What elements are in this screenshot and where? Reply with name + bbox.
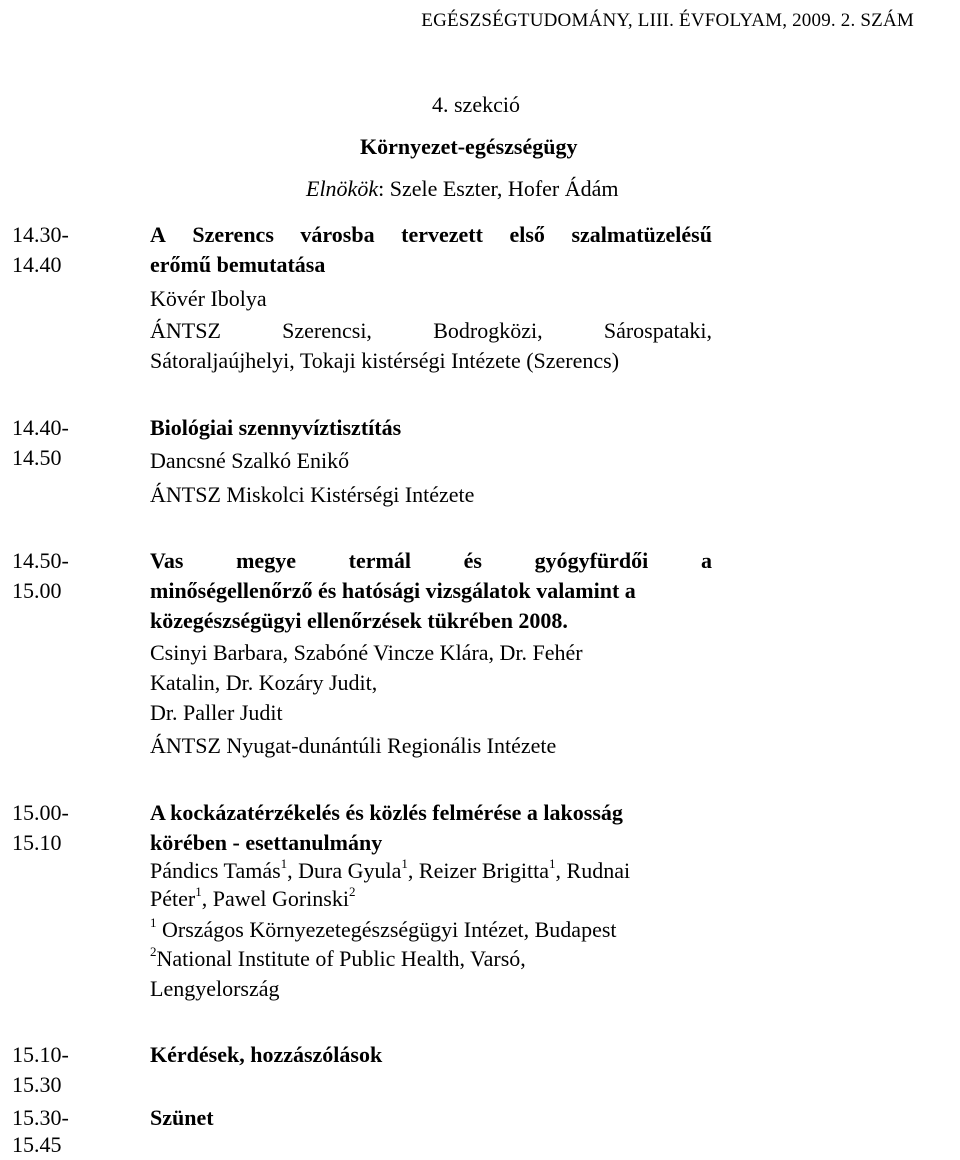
author-name: , Rudnai: [555, 858, 631, 883]
talk-2-title: Biológiai szennyvíztisztítás: [150, 415, 402, 440]
word: termál: [348, 548, 411, 573]
talk-4-authors-line-2: [150, 884, 355, 914]
talk-4-title-line-2: körében - esettanulmány: [150, 830, 383, 855]
talk-3-authors-line-3: Dr. Paller Judit: [150, 700, 283, 725]
talk-2-affiliation: ÁNTSZ Miskolci Kistérségi Intézete: [150, 482, 475, 507]
chairs-names: : Szele Eszter, Hofer Ádám: [378, 176, 619, 201]
affiliation-text: Országos Környezetegészségügyi Intézet, Budapest: [162, 917, 617, 942]
talk-4-time-start: 15.00-: [12, 800, 69, 825]
section-chairs: [306, 174, 619, 204]
talk-1-title-line-1: [150, 220, 712, 250]
talk-3-affiliation: ÁNTSZ Nyugat-dunántúli Regionális Intézete: [150, 733, 557, 758]
section-label: 4. szekció: [432, 92, 520, 117]
word: A: [150, 222, 166, 247]
author-affiliation-marker: 1: [195, 883, 202, 899]
word: Vas: [150, 548, 184, 573]
talk-4-title-line-1: A kockázatérzékelés és közlés felmérése a lakosság: [150, 800, 623, 825]
qa-time-end: 15.30: [12, 1072, 62, 1097]
word: és: [463, 548, 482, 573]
author-name: , Dura Gyula: [287, 858, 402, 883]
affiliation-text: National Institute of Public Health, Varsó,: [156, 946, 526, 971]
talk-3-authors-line-1: Csinyi Barbara, Szabóné Vincze Klára, Dr. Fehér: [150, 640, 583, 665]
qa-time-start: 15.10-: [12, 1042, 69, 1067]
talk-1-author: Kövér Ibolya: [150, 286, 267, 311]
word: megye: [236, 548, 296, 573]
author-name: Péter: [150, 886, 196, 911]
talk-1-affiliation-line-2: Sátoraljaújhelyi, Tokaji kistérségi Intézete (Szerencs): [150, 348, 620, 373]
affiliation-marker: 2: [150, 943, 157, 959]
talk-2-time-start: 14.40-: [12, 415, 69, 440]
word: Szerencs: [192, 222, 274, 247]
word: első: [509, 222, 545, 247]
word: Sárospataki,: [603, 318, 712, 343]
talk-2-time-end: 14.50: [12, 445, 62, 470]
break-time-end: 15.45: [12, 1132, 62, 1157]
section-title: Környezet-egészségügy: [360, 134, 578, 159]
talk-4-affiliation-2: [150, 944, 526, 974]
break-time-start: 15.30-: [12, 1105, 69, 1130]
author-affiliation-marker: 1: [280, 855, 288, 871]
break-title: Szünet: [150, 1105, 214, 1130]
author-name: , Pawel Gorinski: [201, 886, 349, 911]
talk-2-author: Dancsné Szalkó Enikő: [150, 448, 350, 473]
author-name: , Reizer Brigitta: [407, 858, 550, 883]
talk-4-affiliation-1: [150, 915, 617, 945]
talk-3-title-line-1: [150, 546, 712, 576]
talk-1-time-start: 14.30-: [12, 222, 69, 247]
talk-3-authors-line-2: Katalin, Dr. Kozáry Judit,: [150, 670, 378, 695]
qa-title: Kérdések, hozzászólások: [150, 1042, 383, 1067]
talk-3-title-line-3: közegészségügyi ellenőrzések tükrében 2008.: [150, 608, 568, 633]
talk-3-time-end: 15.00: [12, 578, 62, 603]
talk-4-authors-line-1: [150, 856, 630, 886]
author-affiliation-marker: 1: [401, 855, 408, 871]
author-name: Pándics Tamás: [150, 858, 281, 883]
word: Bodrogközi,: [433, 318, 543, 343]
talk-4-time-end: 15.10: [12, 830, 62, 855]
word: városba: [300, 222, 375, 247]
author-affiliation-marker: 1: [549, 855, 556, 871]
journal-header: EGÉSZSÉGTUDOMÁNY, LIII. ÉVFOLYAM, 2009. 2. SZÁM: [421, 10, 914, 31]
word: ÁNTSZ: [150, 318, 221, 343]
word: tervezett: [401, 222, 483, 247]
talk-1-affiliation-line-1: [150, 316, 712, 346]
word: gyógyfürdői: [534, 548, 649, 573]
author-affiliation-marker: 2: [348, 883, 356, 899]
word: Szerencsi,: [282, 318, 372, 343]
talk-4-affiliation-2-line-2: Lengyelország: [150, 976, 280, 1001]
affiliation-marker: 1: [150, 914, 157, 930]
word: a: [700, 548, 712, 573]
talk-3-time-start: 14.50-: [12, 548, 69, 573]
talk-1-time-end: 14.40: [12, 252, 62, 277]
word: szalmatüzelésű: [571, 222, 712, 247]
talk-3-title-line-2: minőségellenőrző és hatósági vizsgálatok valamint a: [150, 578, 636, 603]
chairs-label: Elnökök: [306, 176, 379, 201]
talk-1-title-line-2: erőmű bemutatása: [150, 252, 326, 277]
